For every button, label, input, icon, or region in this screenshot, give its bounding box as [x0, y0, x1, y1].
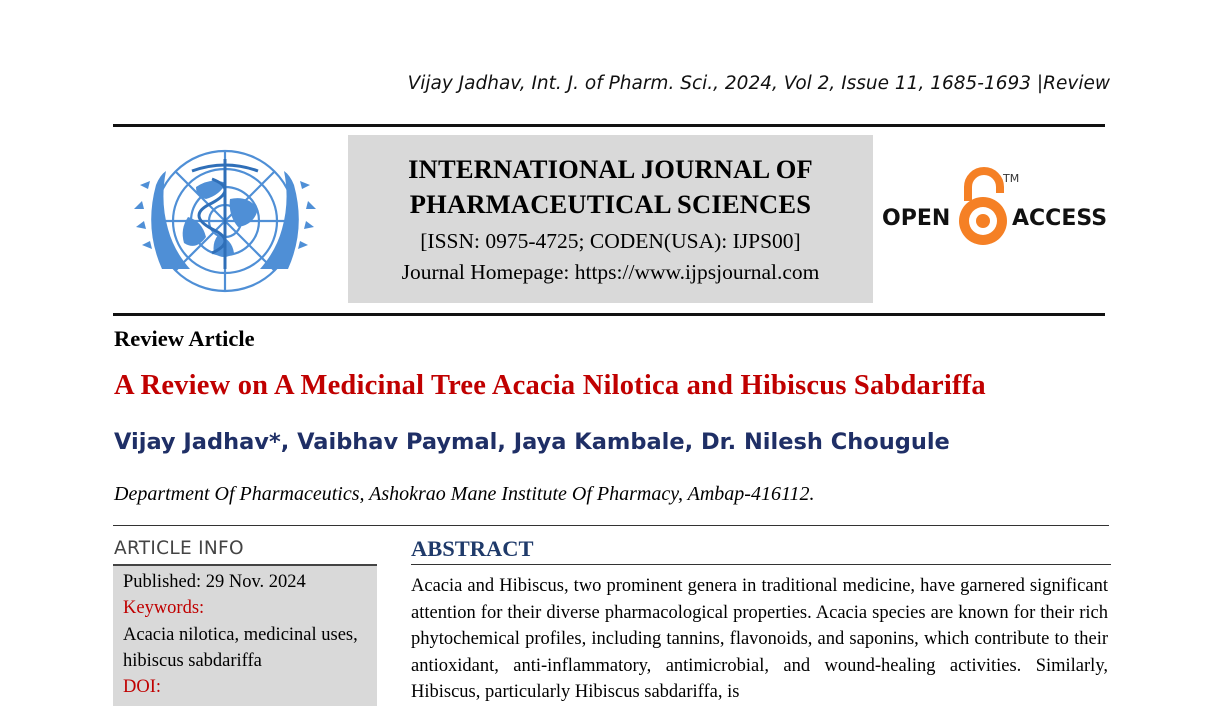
un-emblem-icon: [126, 139, 324, 305]
doi-label: DOI:: [123, 677, 162, 697]
abstract-text: Acacia and Hibiscus, two prominent genera in traditional medicine, have garnered significant attention for their diverse pharmacological properties. Acacia species are known for their rich phytochemical profiles, including tannins, flavonoids, and saponins, which contribute to their antioxidant, anti-inflammatory, antimicrobial, and wound-healing activities. Similarly, Hibiscus, particularly Hibiscus sabdariffa, is: [411, 576, 1108, 702]
abstract-rule: [411, 564, 1111, 565]
article-type: Review Article: [114, 326, 255, 351]
article-info-heading: ARTICLE INFO: [114, 538, 244, 559]
author-list: Vijay Jadhav*, Vaibhav Paymal, Jaya Kambale, Dr. Nilesh Chougule: [114, 429, 950, 455]
open-lock-icon: [959, 171, 1007, 245]
journal-banner: [348, 135, 873, 303]
section-divider: [113, 525, 1109, 526]
keywords-label: Keywords:: [123, 598, 205, 618]
open-access-logo: [880, 165, 1110, 255]
abstract-heading: ABSTRACT: [411, 536, 534, 561]
article-info-panel: [113, 566, 377, 706]
trademark-text: TM: [1003, 172, 1020, 185]
article-title: A Review on A Medicinal Tree Acacia Nilotica and Hibiscus Sabdariffa: [114, 370, 986, 401]
published-date: Published: 29 Nov. 2024: [123, 572, 306, 592]
journal-title-line2: PHARMACEUTICAL SCIENCES: [409, 189, 812, 219]
open-access-access-text: ACCESS: [1012, 206, 1108, 231]
header-top-rule: [113, 124, 1105, 127]
header-bottom-rule: [113, 313, 1105, 316]
journal-title-line1: INTERNATIONAL JOURNAL OF: [408, 154, 813, 184]
open-access-open-text: OPEN: [882, 206, 951, 231]
journal-homepage-link[interactable]: Journal Homepage: https://www.ijpsjournal.com: [401, 260, 820, 284]
running-citation: Vijay Jadhav, Int. J. of Pharm. Sci., 2024, Vol 2, Issue 11, 1685-1693 |Review: [407, 73, 1110, 94]
journal-title: [348, 152, 873, 222]
journal-issn: [ISSN: 0975-4725; CODEN(USA): IJPS00]: [420, 229, 801, 253]
keywords-value: Acacia nilotica, medicinal uses, hibiscus sabdariffa: [123, 625, 358, 671]
author-affiliation: Department Of Pharmaceutics, Ashokrao Mane Institute Of Pharmacy, Ambap-416112.: [114, 483, 815, 505]
